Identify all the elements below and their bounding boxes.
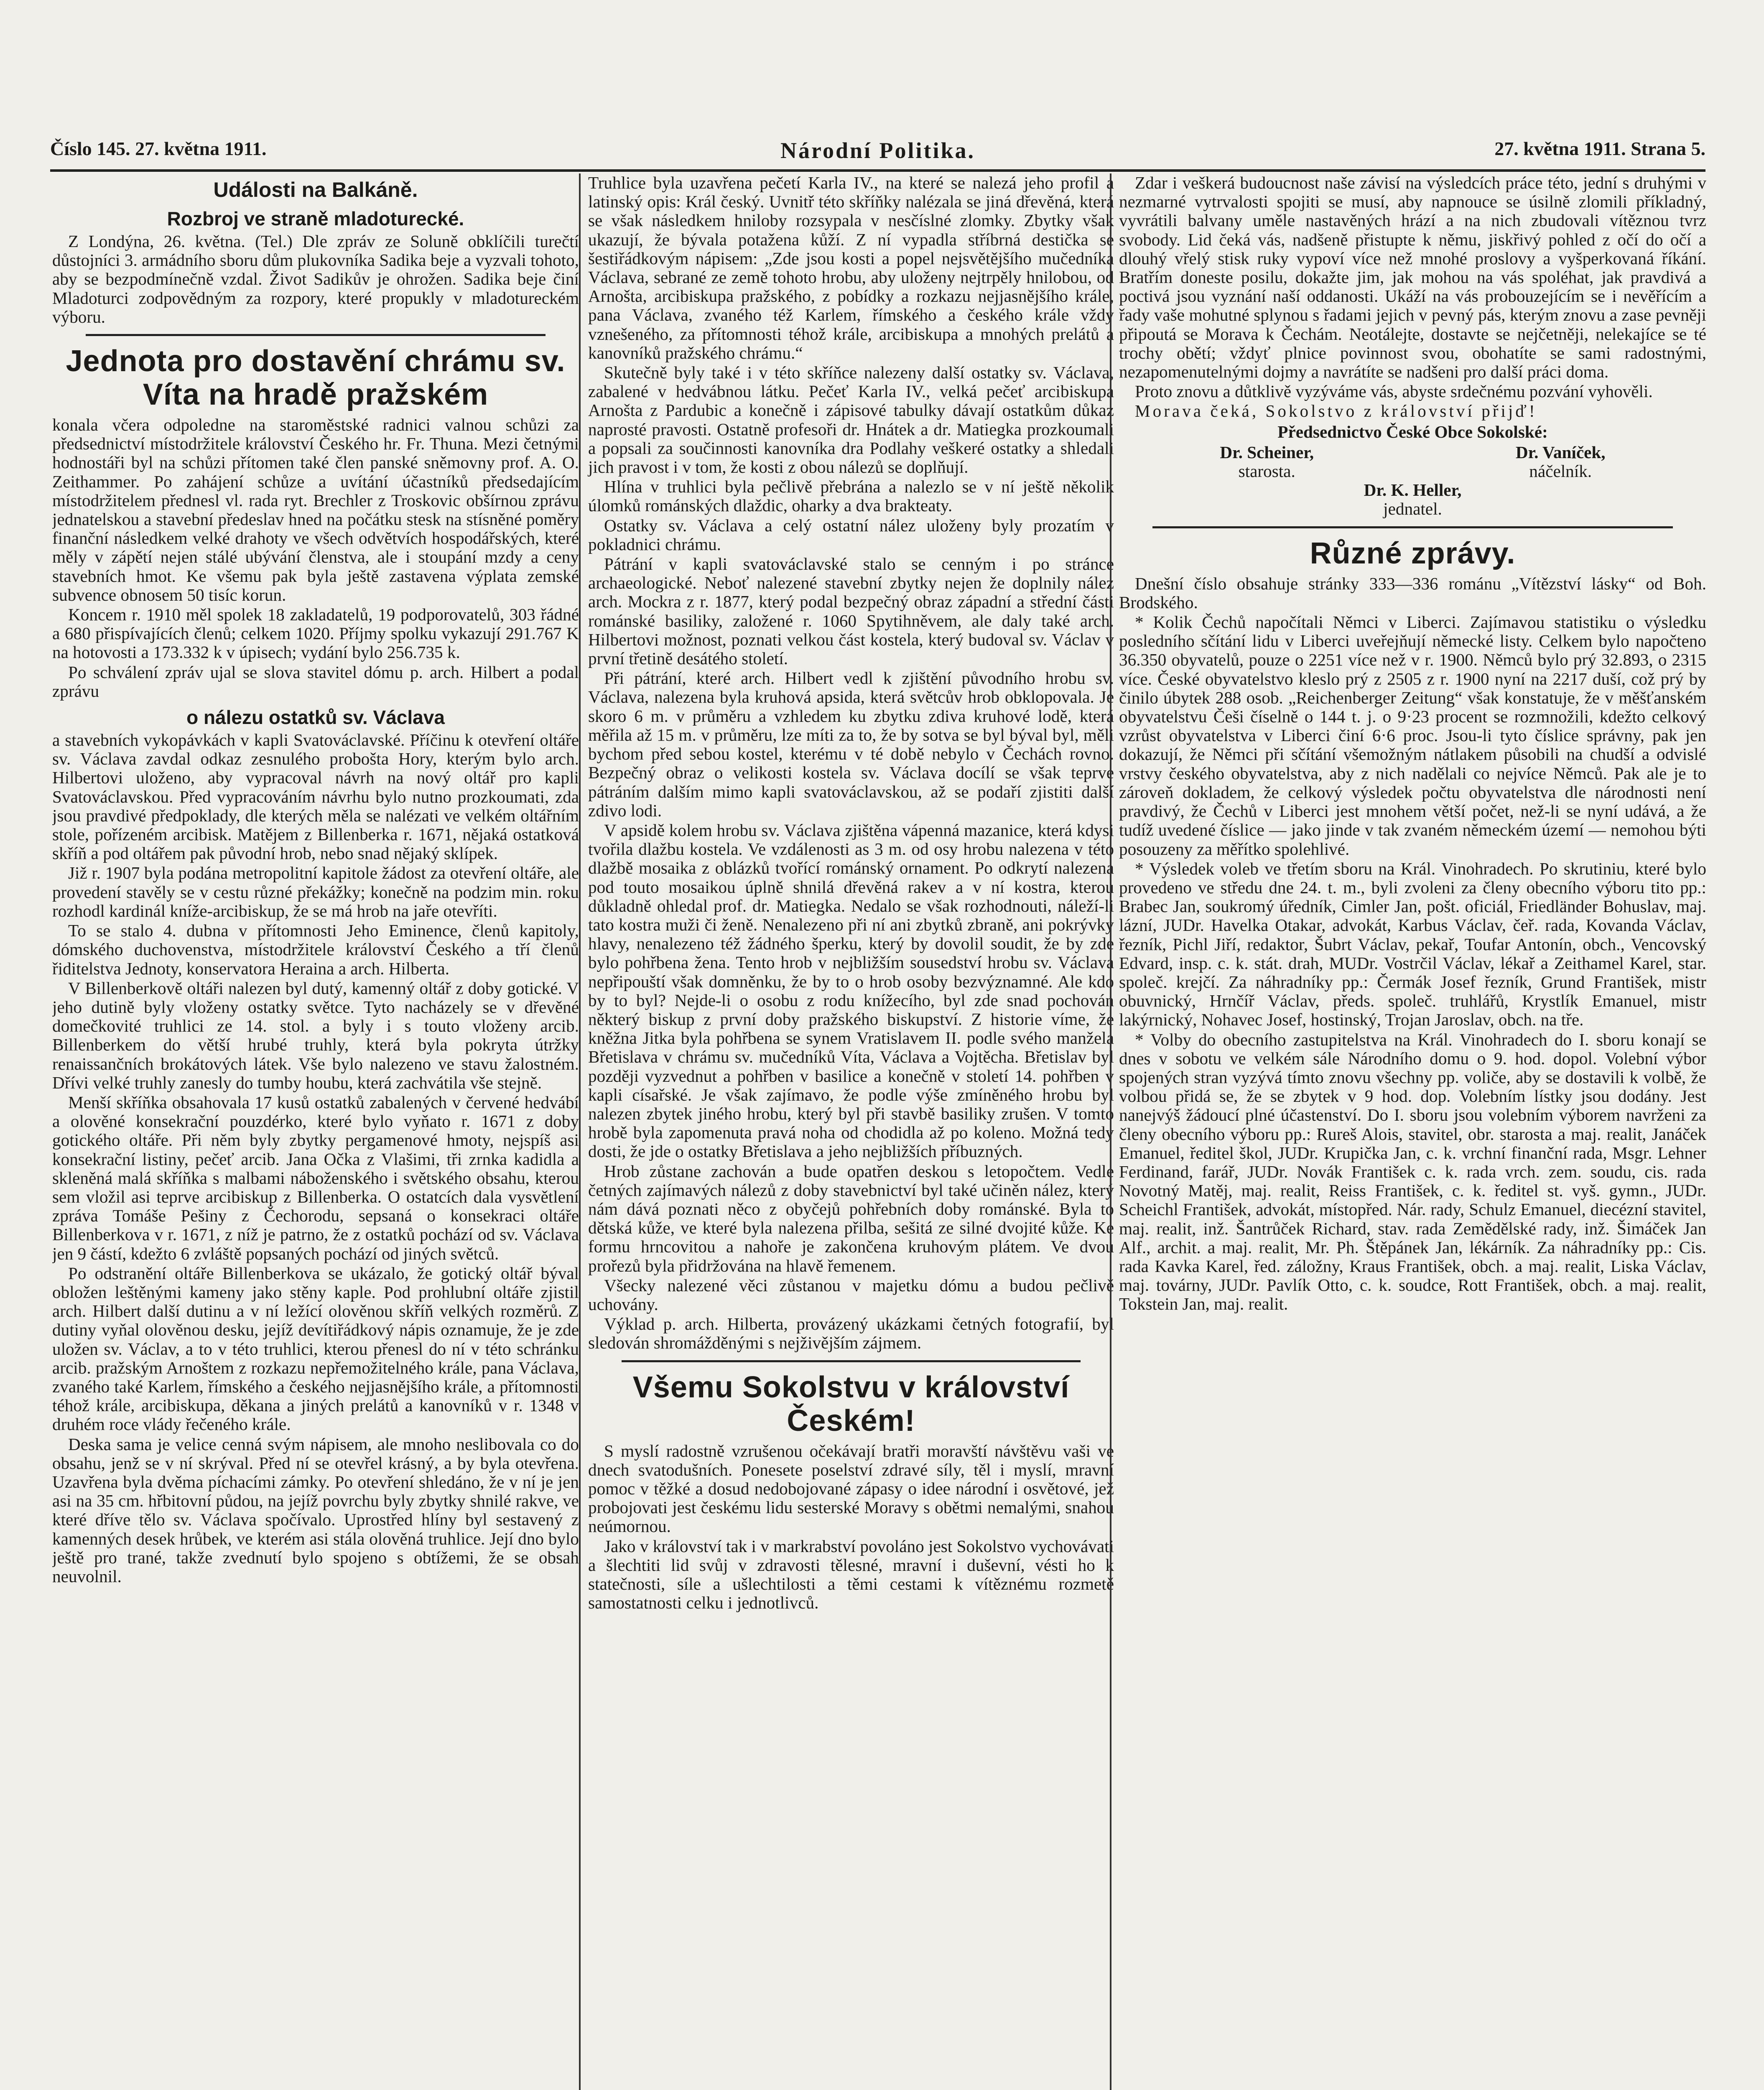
headline-sokolstvo: Všemu Sokolstvu v království Českém!	[632, 1370, 1070, 1438]
paragraph: * Výsledek voleb ve třetím sboru na Král. Vinohradech. Po skrutiniu, které bylo provedeno ve středu dne 24. t. m., byli zvoleni za členy obecního výboru tito pp.: Brabec Jan, soukromý úředník, Cimler Jan, pošt. oficiál, Friedländer Bohuslav, maj. lázní, JUDr. Havelka Otakar, advokát, Karbus Václav, čeř. rada, Kovanda Václav, řezník, Pichl Jiří, redaktor, Šubrt Václav, pekař, Toufar Antonín, obch., Vencovský Edvard, insp. c. k. stát. drah, MUDr. Vostrčil Václav, lékař a Zeithamel Karel, star. společ. krejčí. Za náhradníky pp.: Čermák Josef řezník, Grund František, mistr obuvnický, Hrnčíř Václav, předs. společ. truhlářů, Krystlík Emanuel, mistr lakýrnický, Nohavec Josef, hostinský, Trojan Jaroslav, obch. na tře.	[1119, 859, 1706, 1030]
paragraph: S myslí radostně vzrušenou očekávají bratři moravští návštěvu vaši ve dnech svatodušních. Ponesete poselství zdravé síly, těl i myslí, mravní pomoc v těžké a dosud nedobojované zápasy o idee národní i osvětové, jež probojovati jest českému lidu sesterské Moravy s obětmi nemalými, snahou neúmornou.	[588, 1441, 1114, 1536]
subhead-rozbroj: Rozbroj ve straně mladoturecké.	[167, 208, 464, 229]
headline-jednota: Jednota pro dostavění chrámu sv. Víta na hradě pražském	[66, 344, 566, 412]
signature-scheiner	[1220, 443, 1314, 481]
paragraph: Dnešní číslo obsahuje stránky 333—336 románu „Vítězství lásky“ od Boh. Brodského.	[1119, 573, 1706, 612]
divider	[86, 334, 546, 336]
paragraph: * Kolik Čechů napočítali Němci v Liberci. Zajímavou statistiku o výsledku posledního sčítání lidu v Liberci uveřejňují německé listy. Celkem bylo napočteno 36.350 obyvatelů, pouze o 2251 více než v r. 1900. Němců bylo prý 32.893, o 2315 více. České obyvatelstvo kleslo prý z 2505 z r. 1900 nyní na 2217 duší, což prý by činilo úbytek 288 osob. „Reichenberger Zeitung“ však konstatuje, že v měšťanském obyvatelstvu Češi číselně o 144 t. j. o 9·23 procent se rozmnožili, kdežto celkový vzrůst obyvatelstva v Liberci činí 6·6 proc. Jsou-li tyto číslice správny, pak jen dokazují, že Němci při sčítání všemožným nátlakem působili na chudší a odvislé vrstvy českého obyvatelstva, aby z nich nadělali co nejvíce Němců. Pak ale je to zároveň dokladem, že celkový výsledek počtu obyvatelstva dle národnosti není pravdivý, že Čechů v Liberci jest mnohem větší počet, než-li se nyní udává, a že tudíž uvedené číslice — jako jinde v tak zvaném německém území — nemohou býti posouzeny za měřítko spolehlivé.	[1119, 612, 1706, 859]
signature-heller	[1364, 481, 1462, 518]
signer-role: jednatel.	[1383, 499, 1442, 519]
signer-name: Dr. Scheiner,	[1220, 442, 1314, 462]
paragraph: Zdar i veškerá budoucnost naše závisí na výsledcích práce této, jední s druhými v nezmarné vytrvalosti spojiti se musí, aby napnouce se úsilně zlomili příkladný, vyvrátili balvany uměle nastavěných hrází a na nich zbudovali vítěznou tvrz svobody. Lid čeká vás, nadšeně přistupte k němu, jiskřivý pohled z očí do očí a dlouhý vřelý stisk ruky vypoví více než mnohé proslovy a vyšperkovaná říkání. Bratřím doneste posilu, dokažte jim, jak mohou na vás spoléhat, jak pravdivá a poctivá jsou vyznání naší oddanosti. Ukáží na vás probouzejícím se i nevěřícím a řady vaše mohutné splynou s řadami jejich v pevný pás, kterým znovu a zase pevněji připoutá se Morava k Čechám. Neotálejte, dostavte se nejčetněji, nelekajíce se té trochy obětí; vždyť plnice povinnost svou, obohatíte se sami radostnými, nezapomenutelnými dojmy a navrátíte se nadšeni pro další práci doma.	[1119, 173, 1706, 382]
divider	[622, 1360, 1081, 1362]
article-balkan: Z Londýna, 26. května. (Tel.) Dle zpráv ze Soluně obklíčili turečtí důstojníci 3. armádního sboru dům plukovníka Sadika beje a vyzvali tohoto, aby se bezpodmínečně vzdal. Život Sadikův je ohrožen. Sadika beje činí Mladoturci zodpovědným za rozpory, které propukly v mladotureckém výboru.	[52, 232, 579, 326]
paragraph: a stavebních vykopávkách v kapli Svatováclavské. Příčinu k otevření oltáře sv. Václava zavdal odkaz zesnulého proboštа Hory, kterým bylo arch. Hilbertovi uloženo, aby vypracoval návrh na nový oltář pro kapli Svatováclavskou. Před vypracováním návrhu bylo nutno prozkoumati, zda jsou pravdivé předpoklady, dle kterých měla se nalézati ve velkém oltářním stole, pořízeném arcibisk. Matějem z Billenberka r. 1671, nějaká ostatková skříň a pod oltářem pak původní hrob, nebo snad nějaký sklípek.	[52, 730, 579, 863]
signer-name: Dr. K. Heller,	[1364, 480, 1462, 500]
paragraph: Deska sama je velice cenná svým nápisem, ale mnoho neslibovala co do obsahu, jenž se v ní skrýval. Před ní se otevřel krásný, a by byla otevřena. Uzavřena byla dvěma píchacími zámky. Po otevření shledáno, že v ní je jen asi na 35 cm. hřbitovní půdou, na jejíž povrchu byly zbytky shnilé rakve, ve které dříve tělo sv. Václava spočívalo. Uprostřed hlíny byl sestavený z kamenných desek hrůbek, ve kterém asi stála olověná truhlice. Její dno bylo ještě pro trané, takže zvednutí bylo spojeno s obtížemi, že se obsah neuvolnil.	[52, 1434, 579, 1586]
paragraph: Po schválení zpráv ujal se slova stavitel dómu p. arch. Hilbert a podal zprávu	[52, 662, 579, 701]
signer-role: starosta.	[1238, 461, 1295, 481]
paragraph: Již r. 1907 byla podána metropolitní kapitole žádost za otevření oltáře, ale provedení stavěly se v cestu různé překážky; konečně na podzim min. roku rozhodl kardinál kníže-arcibiskup, že se má hrob na jaře otevříti.	[52, 863, 579, 920]
paragraph: * Volby do obecního zastupitelstva na Král. Vinohradech do I. sboru konají se dnes v sobotu ve velkém sále Národního domu o 9. hod. dopol. Volební výbor spojených stran vyzývá tímto znovu všechny pp. voliče, aby se dostavili k volbě, že volbou přidá se, že se zbytek v 9 hod. dop. Volebním lístky jsou dodány. Jest nanejvýš žádoucí plné účastenství. Do I. sboru jsou volebním výborem navrženi za členy obecního výboru pp.: Rureš Alois, stavitel, obr. starosta a maj. realit, Janáček Emanuel, ředitel škol, JUDr. Krupička Jan, c. k. vrchní finanční rada, Msgr. Lehner Ferdinand, farář, JUDr. Novák František c. k. rada vrch. zem. soudu, cis. rada Novotný Matěj, maj. realit, Reiss František, c. k. ředitel st. vyš. gymn., JUDr. Scheichl František, advokát, místopřed. Nár. rady, Schulz Emanuel, diecézní stavitel, maj. realit, inž. Šantrůček Richard, stav. rada Zemědělské rady, inž. Šimáček Jan Alf., archit. a maj. realit, Mr. Ph. Štěpánek Jan, lékárník. Za náhradníky pp.: Cis. rada Kavka Karel, řed. záložny, Kraus František, obch. a maj. realit, Liska Václav, maj. továrny, JUDr. Pavlík Otto, c. k. soudce, Rott František, obch. a maj. realit, Tokstein Jan, maj. realit.	[1119, 1030, 1706, 1314]
signature-vanicek	[1516, 443, 1606, 481]
signature-heading: Předsednictvo České Obce Sokolské:	[1277, 422, 1548, 441]
paragraph: To se stalo 4. dubna v přítomnosti Jeho Eminence, členů kapitoly, dómského duchovenstva, místodržitele království Českého a tří členů řiditelstva Jednoty, konservatora Heraina a arch. Hilberta.	[52, 921, 579, 978]
signer-name: Dr. Vaníček,	[1515, 442, 1606, 462]
paragraph: Po odstranění oltáře Billenberkova se ukázalo, že gotický oltář býval obložen leštěnými kameny jako stěny kaple. Pod prohlubní oltáře zjistil arch. Hilbert další dutinu a v ní ležící olověnou skříň velkých rozměrů. Z dutiny vyňal olověnou desku, jejíž devítiřádkový nápis oznamuje, že je zde uložen sv. Václav, a to v této truhlici, kterou přenesl do ní v této schránku arcib. pražským Arnoštem z rozkazu nepřemožitelného krále, pana Václava, zvaného také Karlem, římského a českého nejjasnějšího krále, a přítomnosti téhož krále, arcibiskupa, děkana a jiných prelátů a kanovníků v r. 1348 v druhém roce vlády řečeného krále.	[52, 1263, 579, 1434]
column-2	[579, 173, 1114, 2090]
subhead-nalez: o nálezu ostatků sv. Václava	[186, 706, 445, 729]
signatures	[1119, 481, 1706, 518]
headline-ruzne-zpravy: Různé zprávy.	[1310, 536, 1516, 570]
paragraph: Menší skříňka obsahovala 17 kusů ostatků zabalených v červené hedvábí a olověné konsekrační pouzdérko, které bylo vyňato r. 1671 z doby gotického oltáře. Při něm byly zbytky pergamenové hmoty, nejspíš asi konsekrační listiny, pečeť arcib. Jana Očka z Vlašimi, tři zrnka kadidla a skleněná malá skříňka s malbami náboženského i světského obsahu, kterou sem vložil asi teprve arcibiskup z Billenberka. O ostatcích dala vysvětlení zpráva Tomáše Pešiny z Čechorodu, sepsaná o konsekraci oltáře Billenberkova v r. 1671, z níž je patrno, že z ostatků pochází od sv. Václava jen 9 částí, kdežto 6 zvláště popsaných pochází od jiných světců.	[52, 1092, 579, 1263]
signatures	[1119, 443, 1706, 481]
paragraph: Skutečně byly také i v této skříňce nalezeny další ostatky sv. Václava, zabalené v hedvábnou látku. Pečeť Karla IV., velká pečeť arcibiskupa Arnošta z Pardubic a konečně i zápisové tabulky dávají ostatkům důkaz naprosté pravosti. Ostatně profesoři dr. Hnátek a dr. Matiegka prozkoumali a popsali za součinnosti kanovníka dra Podlahy veškeré ostatky a shledali jich pravost i v tom, že kosti z obou nálezů se doplňují.	[588, 363, 1114, 477]
paragraph: Koncem r. 1910 měl spolek 18 zakladatelů, 19 podporovatelů, 303 řádné a 680 přispívajících členů; celkem 1020. Příjmy spolku vykazují 291.767 K na hotovosti a 173.332 k v úpisech; vydání bylo 256.735 k.	[52, 605, 579, 662]
divider	[1152, 526, 1673, 528]
paragraph: Všecky nalezené věci zůstanou v majetku dómu a budou pečlivě uchovány.	[588, 1275, 1114, 1314]
newspaper-title: Národní Politika.	[780, 138, 976, 163]
paragraph: Morava čeká, Sokolstvo z království přijď!	[1135, 401, 1537, 421]
column-3	[1110, 173, 1706, 2090]
paragraph: Proto znovu a důtklivě vyzýváme vás, abyste srdečnému pozvání vyhověli.	[1135, 382, 1653, 401]
paragraph: Pátrání v kapli svatováclavské stalo se cenným i po stránce archaeologické. Neboť nalezené stavební zbytky nejen že doplnily nález arch. Mockra z r. 1877, který podal bezpečný obraz západní a střední části románské basiliky, založené r. 1060 Spytihněvem, ale daly také arch. Hilbertovi možnost, poznati velkou část kostela, který budoval sv. Václav v první třetině desátého století.	[588, 554, 1114, 668]
column-1	[52, 173, 579, 2090]
paragraph: Jako v království tak i v markrabství povoláno jest Sokolstvo vychovávati a šlechtiti lid svůj v zdravosti tělesné, mravní i duševní, vésti ho k statečnosti, síle a ušlechtilosti a těmi cestami k vítěznému rozmetě samostatnosti celku i jednotlivců.	[588, 1536, 1114, 1613]
paragraph: V apsidě kolem hrobu sv. Václava zjištěna vápenná mazanice, která kdysi tvořila dlažbu kostela. Ve vzdálenosti as 3 m. od osy hrobu nalezena v této dlažbě mosaika z oblázků tvořící románský ornament. Po odkrytí nalezena pod touto mosaikou úplně shnilá dřevěná rakev a v ní kostra, kterou důkladně ohledal prof. dr. Matiegka. Nedalo se však rozhodnouti, náleží-li tato kostra muži či ženě. Nenalezeno při ní ani zbytků zbraně, ani pokrývky hlavy, nenalezeno též žádného šperku, který by dovolil soudit, že by zde bylo pohřbena žena. Tento hrob v nejbližším sousedství hrobu sv. Václava nepřipouští však domněnku, že by to o hrob osoby bezvýznamné. Ale kdo by to byl? Nejde-li o osobu z rodu knížecího, byl zde snad pochován některý biskup z první doby pražského biskupství. Z historie víme, že kněžna Jitka byla pohřbena se synem Vratislavem II. podle svého manžela Břetislava v chrámu sv. mučedníků Víta, Václava a Vojtěcha. Břetislav byl později vyzvednut a pohřben v basilice a konečně v století 14. pohřben v kapli císařské. Je však zajímavo, že podle výše zmíněného hrobu byl nalezen zbytek jiného hrobu, který byl při stavbě basiliky zrušen. V tomto hrobě byla zapomenuta pravá noha od chodidla až po koleno. Možná tedy dosti, že jde o ostatky Břetislava a jeho nejbližších příbuzných.	[588, 820, 1114, 1161]
paragraph: Truhlice byla uzavřena pečetí Karla IV., na které se nalezá jeho profil a latinský opis: Král český. Uvnitř této skříňky nalézala se jiná dřevěná, která se však následkem hniloby rozsypala v nesčíslné zlomky. Zbytky však ukazují, že bývala potažena kůží. Z ní vypadla stříbrná destička se šestiřádkovým nápisem: „Zde jsou kosti a popel nejsvětějšího mučedníka Václava, sebrané ze země tohoto hrobu, aby uloženy nejtrpěly hnilobou, od Arnošta, arcibiskupa pražského, z pobídky a rozkazu nejjasnějšího krále, pana Václava, zvaného též Karlem, římského a českého krále vždy vznešeného, za přítomnosti téhož krále, arcibiskupa a mnohých prelátů a kanovníků pražského chrámu.“	[588, 173, 1114, 362]
paragraph: Výklad p. arch. Hilberta, provázený ukázkami četných fotografií, byl sledován shromážděnými s nejživějším zájmem.	[588, 1314, 1114, 1353]
paragraph: konala včera odpoledne na staroměstské radnici valnou schůzi za předsednictví místodržitele království Českého hr. Fr. Thuna. Mezi četnými hodnostáři byl na schůzi přítomen také člen panské sněmovny prof. A. O. Zeithammer. Po zahájení schůze a uvítání účastníků předsedajícím místodržitelem přednesl vl. rada ryt. Brechler z Troskovic obšírnou zprávu jednatelskou a stavební předeslav hned na počátku stesk na stísněné poměry finanční následkem velké drahoty ve všech odvětvích hospodářských, které měly v zápětí nejen stálé ubývání členstva, ale i stoupání mzdy a ceny stavebních hmot. Ke všemu pak byla ještě zastavena výplata zemské subvence obnosem 50 tisíc korun.	[52, 415, 579, 604]
issue-date-left: Číslo 145. 27. května 1911.	[50, 138, 267, 159]
headline-balkan: Události na Balkáně.	[213, 178, 418, 201]
paragraph: Ostatky sv. Václava a celý ostatní nález uloženy byly prozatím v pokladnici chrámu.	[588, 515, 1114, 554]
signer-role: náčelník.	[1529, 461, 1592, 481]
paragraph: Při pátrání, které arch. Hilbert vedl k zjištění původního hrobu sv. Václava, nalezena byla kruhová apsida, která světcův hrob obklopovala. Je skoro 6 m. v průměru a vzhledem ku zbytku zdiva kruhové lodě, která měřila až 15 m. v průměru, lze míti za to, že by sotva se byl býval byl, měli bychom před sebou kostel, kterému v té době nebylo v Čechách rovno. Bezpečný obraz o velikosti kostela sv. Václava docílí se však teprve pátráním dalším mimo kapli svatováclavskou, až se podaří zjistiti další zdivo lodi.	[588, 668, 1114, 820]
paragraph: Hlína v truhlici byla pečlivě přebrána a nalezlo se v ní ještě několik úlomků románských dlaždic, oharky a dva brakteaty.	[588, 477, 1114, 515]
paragraph: Hrob zůstane zachován a bude opatřen deskou s letopočtem. Vedle četných zajímavých nálezů z doby stavebnictví byl také učiněn nález, který nám dává poznati něco z obyčejů pohřebních doby románské. Byla to dětská kůže, ve které byla nalezena přilba, sešitá ze silné dvojité kůže. Ke formu hrncovitou a nahoře je zakončena kruhovým plátem. Ve dvou prořezů byla přidržována na hlavě řemenem.	[588, 1161, 1114, 1275]
masthead	[50, 136, 1705, 172]
paragraph: V Billenberkově oltáři nalezen byl dutý, kamenný oltář z doby gotické. V jeho dutině byly vloženy ostatky světce. Tyto nacházely se v dřevěné domečkovité truhlici ze 14. stol. a byly i s touto vloženy arcib. Billenberkem do větší hrubé truhly, která byla pokryta útržky renaissančních brokátových látek. Vše bylo nalezeno ve stavu žalostném. Dřívi velké truhly zanesly do tumby houbu, která zachvátila vše stejně.	[52, 978, 579, 1092]
page-number-right: 27. května 1911. Strana 5.	[1494, 138, 1705, 159]
